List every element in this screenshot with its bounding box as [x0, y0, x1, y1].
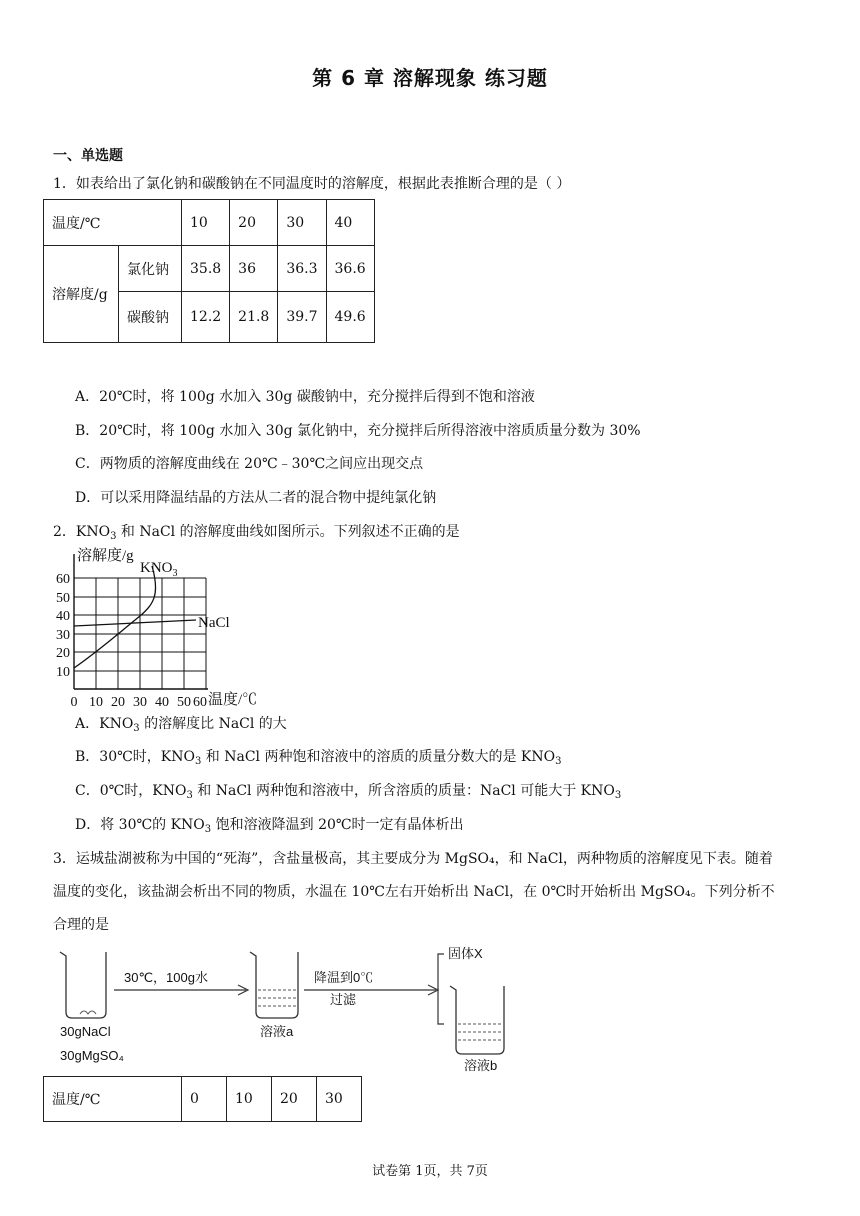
kno3-label: $KNO_3$: [140, 560, 178, 579]
y-tick-label: 10: [56, 665, 70, 680]
q2-solubility-graph: [50, 544, 270, 708]
y-tick-label: 20: [56, 646, 70, 661]
option-text: 和 NaCl 两种饱和溶液中的溶质的质量分数大的是 KNO: [201, 749, 556, 765]
x-tick-label: 0: [70, 695, 78, 708]
option-sub: 3: [133, 723, 140, 734]
page-footer: 试卷第 1页，共 7页: [372, 1164, 488, 1179]
nacl-curve: [74, 620, 196, 626]
q2-stem-text: 2．KNO: [53, 524, 111, 540]
beaker1-label-2: 30gMgSO₄: [60, 1048, 124, 1063]
option-text: 的溶解度比 NaCl 的大: [139, 716, 287, 732]
option-text: B．30℃时，KNO: [75, 749, 195, 765]
q3-process-diagram: [52, 940, 522, 1075]
beaker-1: [60, 952, 106, 1018]
q1-value-cell: 36.6: [326, 246, 374, 292]
q2-stem-text: 和 NaCl 的溶解度曲线如图所示。下列叙述不正确的是: [116, 524, 460, 540]
split-bracket: [438, 954, 444, 1024]
q1-temp-header: 温度/℃: [44, 200, 182, 246]
graph-x-title: 温度/℃: [208, 692, 258, 708]
q1-value-cell: 39.7: [278, 292, 326, 343]
arrow1-label: 30℃，100g水: [124, 970, 208, 985]
option-sub: 3: [614, 790, 622, 801]
option-text: D．将 30℃的 KNO: [75, 817, 205, 833]
solution-a-label: 溶液a: [260, 1024, 294, 1039]
nacl-label: NaCl: [198, 615, 230, 631]
q3-temp-cell: 10: [227, 1077, 272, 1122]
x-tick-label: 50: [177, 695, 191, 708]
q3-temp-cell: 0: [182, 1077, 227, 1122]
option-text: 饱和溶液降温到 20℃时一定有晶体析出: [211, 817, 464, 833]
q1-option-d: D．可以采用降温结晶的方法从二者的混合物中提纯氯化钠: [75, 490, 437, 506]
q1-value-cell: 12.2: [182, 292, 230, 343]
option-text: 和 NaCl 两种饱和溶液中，所含溶质的质量：NaCl 可能大于 KNO: [192, 783, 615, 799]
q1-option-b: B．20℃时，将 100g 水加入 30g 氯化钠中，充分搅拌后所得溶液中溶质质量分数为 30%: [75, 423, 641, 439]
q3-temp-cell: 20: [272, 1077, 317, 1122]
option-sub: 3: [204, 824, 212, 835]
q1-value-cell: 49.6: [326, 292, 374, 343]
q1-option-c: C．两物质的溶解度曲线在 20℃﹣30℃之间应出现交点: [75, 456, 424, 472]
q1-temp-cell: 20: [230, 200, 278, 246]
solution-b-liquid: [458, 1024, 502, 1040]
q1-option-a: A．20℃时，将 100g 水加入 30g 碳酸钠中，充分搅拌后得到不饱和溶液: [75, 389, 535, 405]
q1-value-cell: 36.3: [278, 246, 326, 292]
beaker1-label-1: 30gNaCl: [60, 1024, 111, 1039]
q3-stem-line2: 温度的变化，该盐湖会析出不同的物质，水温在 10℃左右开始析出 NaCl，在 0℃时开始析出 MgSO₄。下列分析不: [53, 884, 775, 900]
arrow2-label-1: 降温到0℃: [314, 970, 374, 985]
x-tick-label: 30: [133, 695, 147, 708]
y-tick-label: 30: [56, 628, 70, 643]
q1-solubility-table: [43, 199, 375, 343]
q3-temp-cell: 30: [317, 1077, 362, 1122]
q1-value-cell: 36: [230, 246, 278, 292]
x-tick-label: 20: [111, 695, 125, 708]
q1-row-name: 碳酸钠: [119, 292, 182, 343]
beaker-2: [250, 952, 298, 1018]
page-title: 第 6 章 溶解现象 练习题: [312, 66, 548, 90]
option-text: C．0℃时，KNO: [75, 783, 187, 799]
option-sub: 3: [186, 790, 193, 801]
section-title: 一、单选题: [53, 148, 123, 164]
q1-value-cell: 21.8: [230, 292, 278, 343]
x-tick-label: 40: [155, 695, 169, 708]
q1-temp-cell: 30: [278, 200, 326, 246]
q3-solubility-table: [43, 1076, 362, 1122]
q2-option-a: [75, 713, 287, 734]
q2-option-d: [75, 814, 464, 835]
solution-b-label: 溶液b: [464, 1058, 498, 1073]
solution-a-liquid: [258, 990, 296, 1006]
q1-temp-cell: 10: [182, 200, 230, 246]
q2-stem-sub: 3: [110, 531, 117, 542]
y-tick-label: 60: [56, 572, 70, 587]
option-text: A．KNO: [75, 716, 134, 732]
y-tick-label: 50: [56, 591, 70, 606]
q1-solubility-label: 溶解度/g: [44, 246, 119, 343]
solid-crystals: [80, 1011, 96, 1014]
q3-stem-line3: 合理的是: [53, 917, 109, 933]
q1-row-name: 氯化钠: [119, 246, 182, 292]
solid-x-label: 固体X: [448, 946, 483, 961]
y-tick-label: 40: [56, 609, 70, 624]
q1-value-cell: 35.8: [182, 246, 230, 292]
q2-stem: [53, 521, 460, 542]
beaker-3: [450, 986, 504, 1054]
q1-stem: 1．如表给出了氯化钠和碳酸钠在不同温度时的溶解度，根据此表推断合理的是（ ）: [53, 176, 571, 192]
q2-option-b: [75, 746, 561, 767]
q2-option-c: [75, 780, 621, 801]
arrow2-label-2: 过滤: [330, 992, 357, 1007]
graph-y-title: 溶解度/g: [77, 548, 134, 564]
kno3-curve: [74, 566, 156, 668]
option-sub: 3: [194, 756, 202, 767]
q3-temp-header: 温度/℃: [44, 1077, 182, 1122]
q3-stem-line1: 3．运城盐湖被称为中国的“死海”，含盐量极高，其主要成分为 MgSO₄，和 NaCl，两种物质的溶解度见下表。随着: [53, 851, 773, 867]
x-tick-label: 60: [193, 695, 207, 708]
q1-temp-cell: 40: [326, 200, 374, 246]
option-sub: 3: [555, 756, 562, 767]
x-tick-label: 10: [89, 695, 103, 708]
